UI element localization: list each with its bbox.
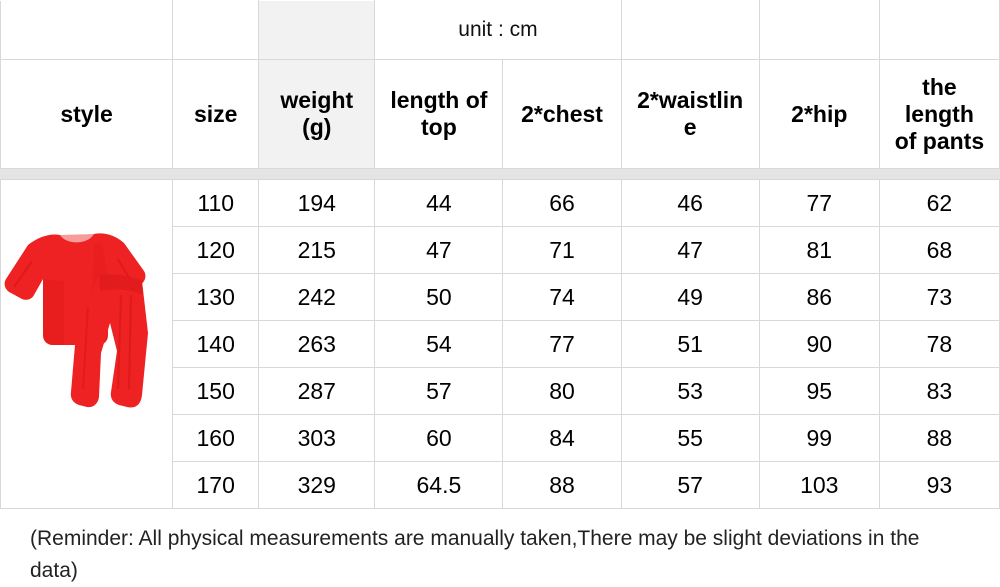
cell-length-of-pants: 68 [879,227,999,274]
header-separator-cell [879,169,999,180]
unit-row-spacer-hip [759,1,879,60]
product-image-cell [1,180,173,509]
column-header-length-of-top-line1: length of [390,87,488,113]
cell-size: 140 [173,321,259,368]
column-header-length-of-pants-line1: the [922,73,957,100]
header-row [1,60,1000,169]
cell-length-of-top: 64.5 [375,462,503,509]
cell-weight: 329 [259,462,375,509]
cell-hip: 103 [759,462,879,509]
header-separator-cell [621,169,759,180]
column-header-length-of-top-line2: top [421,114,457,140]
cell-size: 130 [173,274,259,321]
cell-hip: 99 [759,415,879,462]
column-header-style: style [1,60,173,169]
cell-chest: 80 [503,368,621,415]
unit-label: unit : cm [375,1,621,60]
unit-row-spacer-lenpants [879,1,999,60]
cell-weight: 215 [259,227,375,274]
cell-chest: 66 [503,180,621,227]
unit-row-spacer-waist [621,1,759,60]
cell-waistline: 46 [621,180,759,227]
column-header-chest: 2*chest [503,60,621,169]
cell-weight: 194 [259,180,375,227]
cell-waistline: 49 [621,274,759,321]
cell-length-of-top: 44 [375,180,503,227]
cell-weight: 287 [259,368,375,415]
cell-length-of-top: 57 [375,368,503,415]
column-header-length-of-pants-line3: of pants [894,127,985,154]
cell-chest: 71 [503,227,621,274]
column-header-length-of-pants-line2: length [904,100,974,127]
cell-hip: 90 [759,321,879,368]
cell-hip: 77 [759,180,879,227]
red-pajama-set-icon [2,183,172,505]
column-header-weight-line2: (g) [302,114,332,140]
header-separator-cell [503,169,621,180]
cell-length-of-pants: 93 [879,462,999,509]
header-separator-cell [375,169,503,180]
header-separator-cell [259,169,375,180]
header-separator-cell [1,169,173,180]
unit-row-spacer-style [1,1,173,60]
column-header-size: size [173,60,259,169]
cell-length-of-top: 60 [375,415,503,462]
cell-waistline: 57 [621,462,759,509]
cell-size: 160 [173,415,259,462]
cell-length-of-top: 54 [375,321,503,368]
cell-length-of-pants: 78 [879,321,999,368]
cell-waistline: 47 [621,227,759,274]
header-separator-cell [173,169,259,180]
cell-length-of-top: 50 [375,274,503,321]
cell-weight: 303 [259,415,375,462]
column-header-weight [259,60,375,169]
cell-weight: 263 [259,321,375,368]
cell-length-of-top: 47 [375,227,503,274]
unit-row-spacer-weight [259,1,375,60]
cell-waistline: 53 [621,368,759,415]
cell-length-of-pants: 73 [879,274,999,321]
cell-chest: 84 [503,415,621,462]
table-row [1,180,1000,227]
column-header-weight-line1: weight [280,87,354,113]
cell-chest: 74 [503,274,621,321]
cell-waistline: 55 [621,415,759,462]
cell-hip: 86 [759,274,879,321]
cell-size: 110 [173,180,259,227]
unit-row [1,1,1000,60]
cell-length-of-pants: 83 [879,368,999,415]
header-separator-cell [759,169,879,180]
cell-size: 150 [173,368,259,415]
cell-size: 170 [173,462,259,509]
cell-weight: 242 [259,274,375,321]
column-header-waistline-line2: e [683,114,697,140]
column-header-waistline [621,60,759,169]
cell-length-of-pants: 88 [879,415,999,462]
product-illustration [2,183,172,505]
cell-chest: 88 [503,462,621,509]
column-header-waistline-line1: 2*waistlin [637,87,744,113]
reminder-note: (Reminder: All physical measurements are manually taken,There may be slight deviations in the data) [30,527,920,582]
header-separator [1,169,1000,180]
cell-waistline: 51 [621,321,759,368]
cell-length-of-pants: 62 [879,180,999,227]
cell-chest: 77 [503,321,621,368]
column-header-hip: 2*hip [759,60,879,169]
column-header-length-of-pants [879,60,999,169]
column-header-length-of-top [375,60,503,169]
cell-hip: 81 [759,227,879,274]
cell-hip: 95 [759,368,879,415]
cell-size: 120 [173,227,259,274]
unit-row-spacer-size [173,1,259,60]
